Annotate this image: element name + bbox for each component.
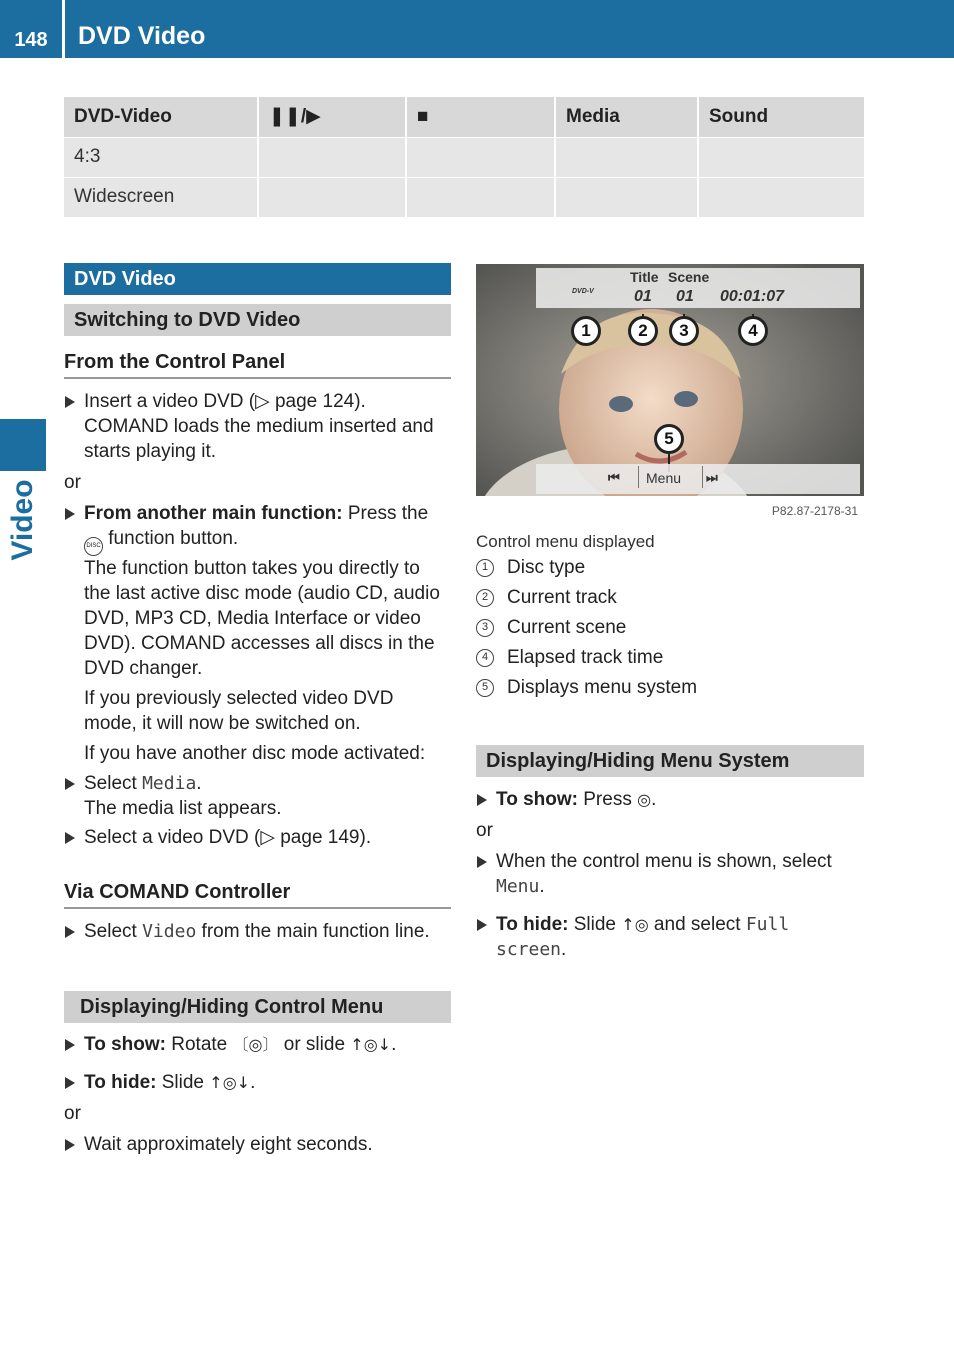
table-cell: [698, 177, 864, 217]
table-cell: 4:3: [64, 137, 258, 177]
or-separator: or: [476, 820, 493, 841]
instruction-step: Insert a video DVD (▷ page 124). COMAND loads the medium inserted and starts playing it.: [64, 389, 451, 464]
section-title: DVD Video: [64, 263, 451, 295]
page-title: DVD Video: [78, 22, 206, 50]
control-menu-screenshot: [476, 264, 864, 496]
callout-2: 2: [628, 316, 658, 346]
instruction-step: When the control menu is shown, select Menu.: [476, 849, 864, 899]
dvd-function-table: [64, 97, 864, 217]
callout-3: 3: [669, 316, 699, 346]
table-header-cell: DVD-Video: [64, 97, 258, 137]
table-cell: [406, 177, 555, 217]
scene-value: 01: [676, 288, 694, 305]
rotate-controller-icon: 〔◎〕: [232, 1035, 279, 1054]
instruction-step: Select Video from the main function line.: [64, 919, 451, 944]
legend-item: 4 Elapsed track time: [476, 646, 864, 670]
slide-controller-icon: ↑◎: [621, 915, 649, 934]
callout-1: 1: [571, 316, 601, 346]
paragraph: If you previously selected video DVD mode, it will now be switched on.: [84, 688, 394, 734]
menu-divider: [638, 466, 639, 488]
previous-icon: ⏮: [608, 470, 620, 485]
subsection-title: Displaying/Hiding Menu System: [476, 745, 864, 777]
control-menu-bar: [536, 268, 860, 308]
track-value: 01: [634, 288, 652, 305]
disc-type-label: DVD-V: [572, 288, 594, 295]
callout-4: 4: [738, 316, 768, 346]
page-number: 148: [14, 29, 48, 51]
instruction-step: From another main function: Press the DISC function button. The function button takes you directly to the last active disc mode (audio CD, audio DVD, MP3 CD, Media Interface or video DVD). COMAND accesses all discs in the DVD changer.: [64, 501, 451, 681]
instruction-step: Select a video DVD (▷ page 149).: [64, 825, 451, 850]
subsection-title: Switching to DVD Video: [64, 304, 451, 336]
header-divider: [62, 0, 65, 58]
figure-caption: Control menu displayed: [476, 532, 655, 551]
scene-label: Scene: [668, 269, 710, 285]
instruction-step: To show: Rotate 〔◎〕 or slide ↑◎↓.: [64, 1032, 451, 1057]
legend-item: 2 Current track: [476, 586, 864, 610]
control-panel-heading: From the Control Panel: [64, 351, 451, 379]
or-separator: or: [64, 472, 81, 493]
callout-5: 5: [654, 424, 684, 454]
disc-button-icon: DISC: [84, 537, 103, 556]
time-value: 00:01:07: [720, 288, 785, 305]
table-header-row: [64, 97, 864, 137]
table-cell: [258, 177, 406, 217]
table-header-cell: ❚❚/▶: [258, 97, 406, 137]
table-cell: [555, 177, 698, 217]
instruction-step: Wait approximately eight seconds.: [64, 1132, 451, 1157]
table-cell: [406, 137, 555, 177]
menu-label: Menu: [646, 470, 682, 486]
or-separator: or: [64, 1103, 81, 1124]
chapter-tab-marker: [0, 419, 46, 471]
left-column: [64, 263, 451, 1157]
table-cell: [698, 137, 864, 177]
legend-item: 1 Disc type: [476, 556, 864, 580]
subsection-title: Displaying/Hiding Control Menu: [64, 991, 451, 1023]
title-label: Title: [630, 269, 659, 285]
next-icon: ⏭: [706, 470, 718, 485]
slide-controller-icon: ↑◎↓: [350, 1035, 392, 1054]
paragraph: If you have another disc mode activated:: [84, 743, 426, 764]
menu-divider: [702, 466, 703, 488]
legend-item: 5 Displays menu system: [476, 676, 864, 700]
table-cell: [258, 137, 406, 177]
instruction-step: To hide: Slide ↑◎ and select Full screen.: [476, 912, 864, 962]
table-header-cell: Media: [555, 97, 698, 137]
table-row: [64, 137, 864, 177]
table-cell: [555, 137, 698, 177]
slide-controller-icon: ↑◎↓: [209, 1073, 251, 1092]
instruction-step: To hide: Slide ↑◎↓.: [64, 1070, 451, 1095]
controller-heading: Via COMAND Controller: [64, 881, 451, 909]
right-column: [476, 264, 864, 962]
figure-reference: P82.87-2178-31: [771, 504, 858, 518]
press-controller-icon: ◎: [637, 790, 652, 809]
chapter-tab: [0, 470, 46, 570]
table-header-cell: ■: [406, 97, 555, 137]
table-header-cell: Sound: [698, 97, 864, 137]
legend-item: 3 Current scene: [476, 616, 864, 640]
instruction-step: Select Media. The media list appears.: [64, 771, 451, 821]
menu-bar: [536, 464, 860, 494]
page-header: [0, 0, 954, 58]
table-row: [64, 177, 864, 217]
chapter-tab-label: Video: [6, 479, 39, 561]
table-cell: Widescreen: [64, 177, 258, 217]
instruction-step: To show: Press ◎.: [476, 787, 864, 812]
